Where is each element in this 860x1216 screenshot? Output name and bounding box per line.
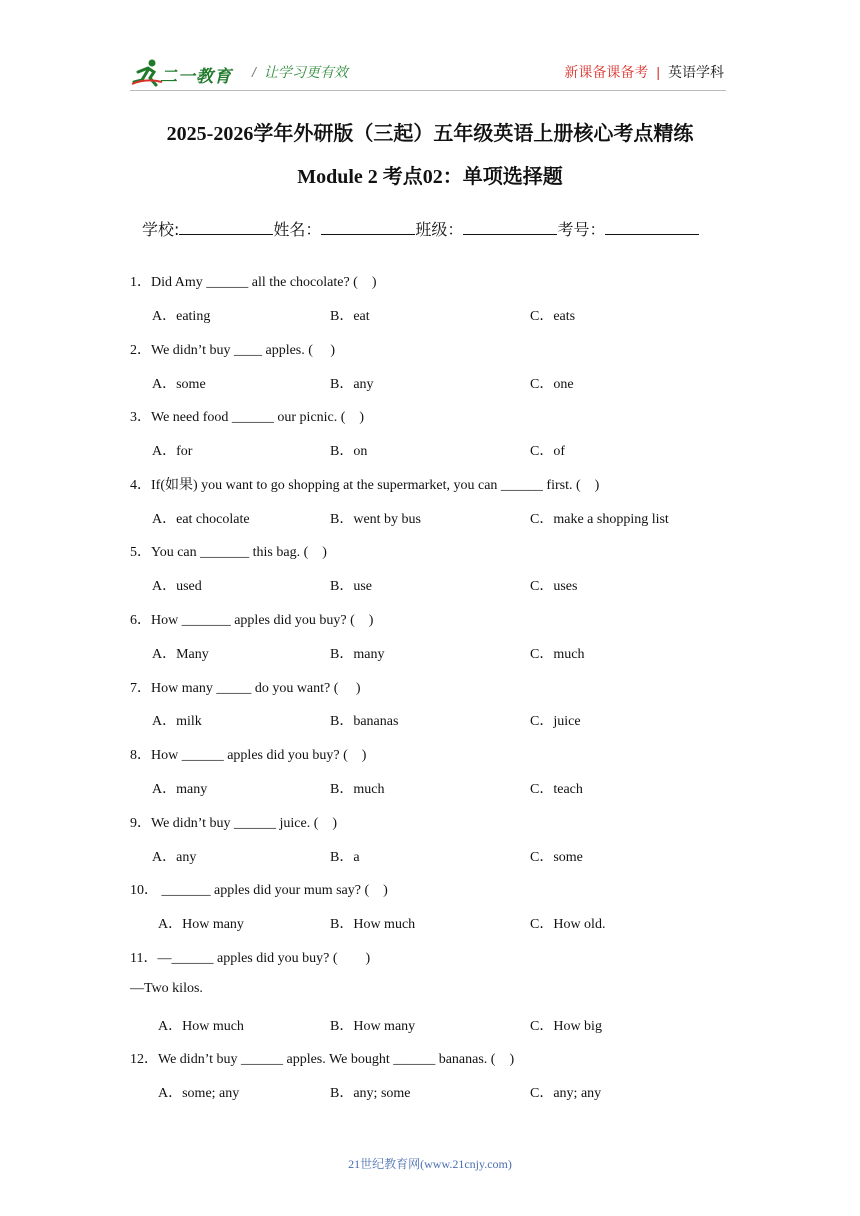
question-2: 2．We didn’t buy ____ apples. ( ) bbox=[130, 343, 336, 358]
option-b[interactable]: B．use bbox=[330, 579, 372, 594]
options-1 bbox=[0, 305, 860, 325]
question-8: 8．How ______ apples did you buy? ( ) bbox=[130, 748, 367, 763]
option-b[interactable]: B．on bbox=[330, 444, 368, 459]
option-a[interactable]: A．many bbox=[152, 782, 208, 797]
runner-logo-icon bbox=[130, 58, 164, 88]
options-6 bbox=[0, 643, 860, 663]
question-6: 6．How _______ apples did you buy? ( ) bbox=[130, 613, 374, 628]
option-a[interactable]: A．milk bbox=[152, 714, 202, 729]
question-9: 9．We didn’t buy ______ juice. ( ) bbox=[130, 816, 338, 831]
options-4 bbox=[0, 508, 860, 528]
option-a[interactable]: A．used bbox=[152, 579, 202, 594]
slogan-text: 让学习更有效 bbox=[263, 64, 348, 80]
options-11 bbox=[0, 1015, 860, 1035]
option-c[interactable]: C．some bbox=[530, 850, 583, 865]
number-field[interactable] bbox=[605, 220, 699, 235]
option-c[interactable]: C．eats bbox=[530, 309, 576, 324]
student-info-line bbox=[142, 217, 699, 240]
options-12 bbox=[0, 1082, 860, 1102]
option-b[interactable]: B．How much bbox=[330, 917, 416, 932]
page-footer: 21世纪教育网(www.21cnjy.com) bbox=[348, 1157, 512, 1171]
option-a[interactable]: A．some bbox=[152, 377, 206, 392]
options-3 bbox=[0, 440, 860, 460]
options-9 bbox=[0, 846, 860, 866]
option-b[interactable]: B．eat bbox=[330, 309, 370, 324]
option-b[interactable]: B．went by bus bbox=[330, 512, 421, 527]
question-7: 7．How many _____ do you want? ( ) bbox=[130, 681, 361, 696]
option-a[interactable]: A．How much bbox=[158, 1019, 244, 1034]
option-a[interactable]: A．eating bbox=[152, 309, 211, 324]
slogan bbox=[252, 62, 348, 82]
logo-text: 二一教育 bbox=[160, 67, 232, 86]
option-b[interactable]: B．How many bbox=[330, 1019, 416, 1034]
class-field[interactable] bbox=[463, 220, 557, 235]
page-subtitle: Module 2 考点02：单项选择题 bbox=[297, 166, 563, 188]
option-a[interactable]: A．for bbox=[152, 444, 193, 459]
slogan-separator: / bbox=[252, 64, 256, 80]
logo bbox=[130, 58, 242, 88]
option-b[interactable]: B．many bbox=[330, 647, 385, 662]
options-10 bbox=[0, 913, 860, 933]
options-8 bbox=[0, 778, 860, 798]
course-tag: 新课备课备考 bbox=[564, 64, 649, 80]
question-11-answer-line: —Two kilos. bbox=[130, 981, 203, 996]
class-label: 班级： bbox=[415, 220, 464, 239]
subject-tag: 英语学科 bbox=[668, 64, 724, 80]
school-label: 学校: bbox=[142, 220, 180, 239]
option-a[interactable]: A．How many bbox=[158, 917, 244, 932]
option-c[interactable]: C．of bbox=[530, 444, 565, 459]
option-c[interactable]: C．How old. bbox=[530, 917, 606, 932]
options-2 bbox=[0, 373, 860, 393]
page-title: 2025-2026学年外研版（三起）五年级英语上册核心考点精练 bbox=[166, 123, 694, 145]
option-b[interactable]: B．much bbox=[330, 782, 385, 797]
option-c[interactable]: C．much bbox=[530, 647, 585, 662]
question-11: 11．—______ apples did you buy? ( ) bbox=[130, 951, 371, 966]
header-tags bbox=[564, 62, 724, 82]
option-c[interactable]: C．any; any bbox=[530, 1086, 602, 1101]
option-c[interactable]: C．make a shopping list bbox=[530, 512, 669, 527]
header-rule bbox=[130, 90, 726, 91]
question-1: 1．Did Amy ______ all the chocolate? ( ) bbox=[130, 275, 377, 290]
option-c[interactable]: C．How big bbox=[530, 1019, 602, 1034]
question-12: 12．We didn’t buy ______ apples. We bought ______ bananas. ( ) bbox=[130, 1052, 515, 1067]
option-a[interactable]: A．any bbox=[152, 850, 197, 865]
page-header bbox=[130, 56, 724, 92]
option-a[interactable]: A．eat chocolate bbox=[152, 512, 250, 527]
number-label: 考号： bbox=[557, 220, 606, 239]
question-10: 10． _______ apples did your mum say? ( ) bbox=[130, 883, 388, 898]
option-b[interactable]: B．a bbox=[330, 850, 360, 865]
question-4: 4．If(如果) you want to go shopping at the supermarket, you can ______ first. ( ) bbox=[130, 478, 600, 493]
question-3: 3．We need food ______ our picnic. ( ) bbox=[130, 410, 365, 425]
header-divider: | bbox=[656, 64, 660, 80]
option-a[interactable]: A．Many bbox=[152, 647, 209, 662]
option-c[interactable]: C．uses bbox=[530, 579, 578, 594]
option-b[interactable]: B．any bbox=[330, 377, 374, 392]
option-c[interactable]: C．one bbox=[530, 377, 574, 392]
options-7 bbox=[0, 710, 860, 730]
question-5: 5．You can _______ this bag. ( ) bbox=[130, 545, 327, 560]
name-field[interactable] bbox=[321, 220, 415, 235]
option-c[interactable]: C．juice bbox=[530, 714, 581, 729]
options-5 bbox=[0, 575, 860, 595]
option-c[interactable]: C．teach bbox=[530, 782, 583, 797]
school-field[interactable] bbox=[179, 220, 273, 235]
option-b[interactable]: B．any; some bbox=[330, 1086, 411, 1101]
option-a[interactable]: A．some; any bbox=[158, 1086, 240, 1101]
name-label: 姓名： bbox=[273, 220, 322, 239]
option-b[interactable]: B．bananas bbox=[330, 714, 399, 729]
